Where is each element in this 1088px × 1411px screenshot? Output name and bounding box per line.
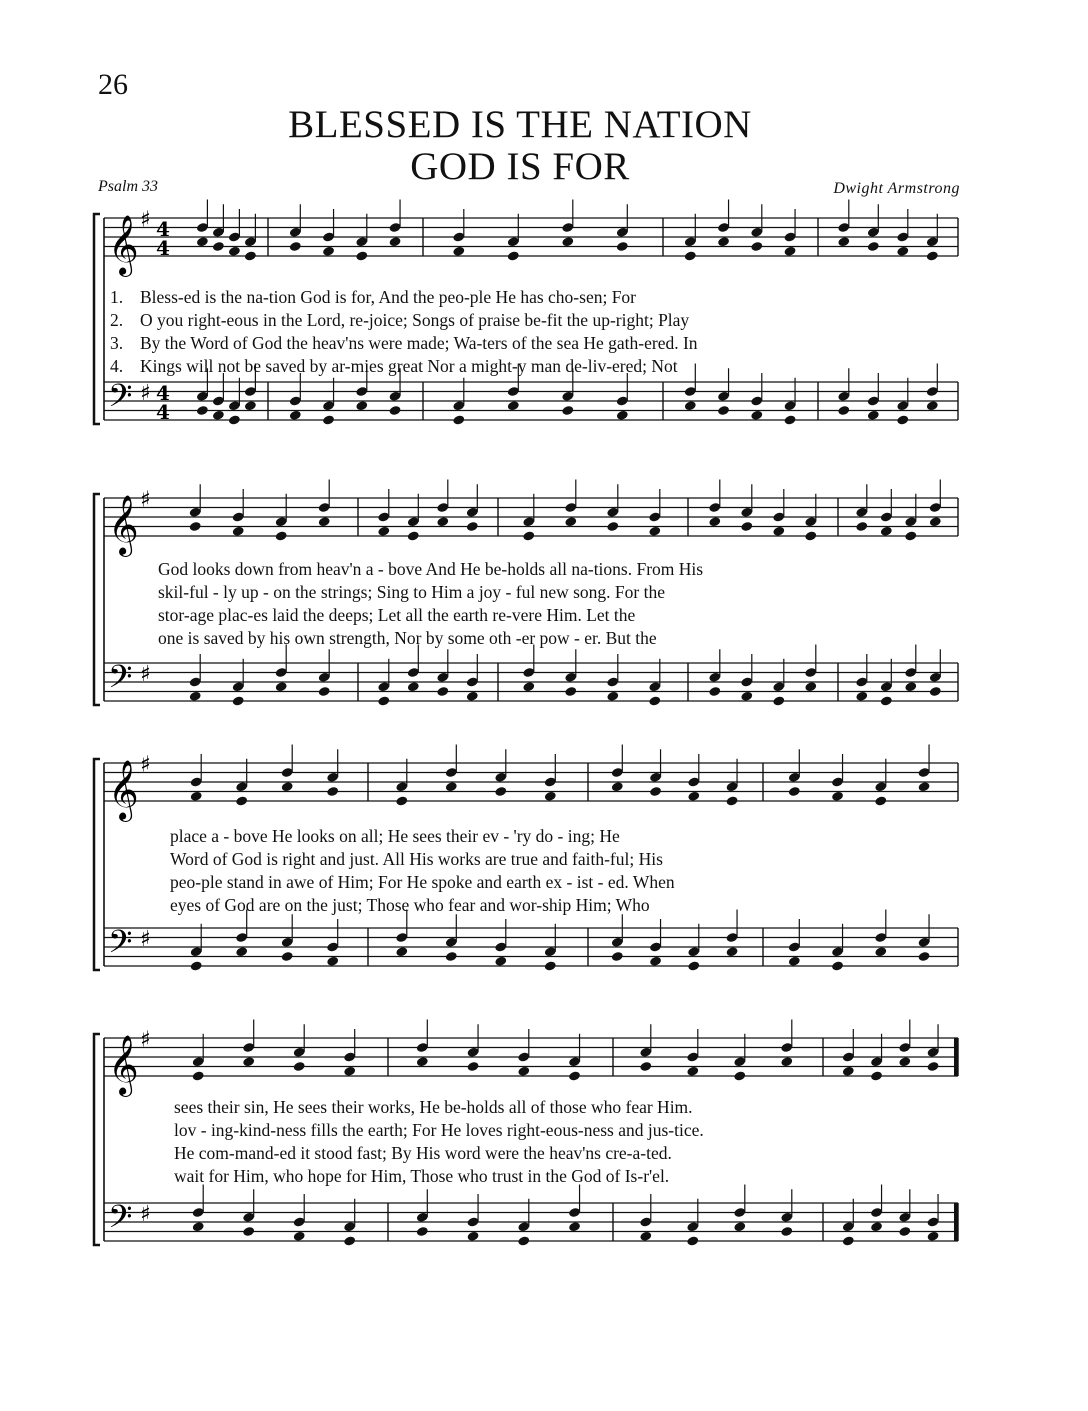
bass-clef: 𝄢 xyxy=(108,377,133,422)
note-head xyxy=(606,691,619,702)
key-signature: ♯ xyxy=(140,207,151,233)
music-system-3 xyxy=(88,745,968,1005)
note-head xyxy=(212,241,225,252)
note-head xyxy=(611,951,624,962)
note-head xyxy=(780,1056,793,1067)
note-head xyxy=(837,236,850,247)
composer-credit: Dwight Armstrong xyxy=(833,180,960,197)
note-head xyxy=(898,1056,911,1067)
system-bracket xyxy=(94,759,100,970)
scripture-source: Psalm 33 xyxy=(98,178,158,195)
note-head xyxy=(874,946,887,957)
note-head xyxy=(717,236,730,247)
title-line-2: GOD IS FOR xyxy=(410,145,630,188)
note-head xyxy=(717,405,730,416)
note-head xyxy=(407,530,420,541)
note-head xyxy=(445,951,458,962)
treble-clef: 𝄞 xyxy=(108,215,139,275)
verse-number: 1. xyxy=(110,287,124,307)
note-head xyxy=(322,246,335,257)
note-head xyxy=(318,516,331,527)
note-head xyxy=(648,526,661,537)
note-head xyxy=(880,526,893,537)
note-head xyxy=(561,236,574,247)
note-head xyxy=(918,951,931,962)
note-head xyxy=(788,786,801,797)
note-head xyxy=(926,250,939,261)
note-head xyxy=(507,400,520,411)
note-head xyxy=(686,1066,699,1077)
system-bracket xyxy=(94,1034,100,1245)
note-head xyxy=(395,946,408,957)
note-head xyxy=(639,1231,652,1242)
note-head xyxy=(606,521,619,532)
note-head xyxy=(564,516,577,527)
note-head xyxy=(232,526,245,537)
note-head xyxy=(686,1235,699,1246)
key-signature: ♯ xyxy=(140,752,151,778)
key-signature: ♯ xyxy=(140,927,151,953)
note-head xyxy=(436,516,449,527)
note-head xyxy=(436,686,449,697)
note-head xyxy=(855,691,868,702)
note-head xyxy=(804,530,817,541)
verse-number: 3. xyxy=(110,333,124,353)
note-head xyxy=(355,400,368,411)
lyric-line: place a - bove He looks on all; He sees their ev - 'ry do - ing; He xyxy=(170,826,620,846)
key-signature: ♯ xyxy=(140,1202,151,1228)
note-head xyxy=(242,1056,255,1067)
note-head xyxy=(867,410,880,421)
music-system-2 xyxy=(88,480,968,740)
note-head xyxy=(926,400,939,411)
note-head xyxy=(687,960,700,971)
note-head xyxy=(343,1066,356,1077)
lyric-line: skil-ful - ly up - on the strings; Sing to Him a joy - ful new song. For the xyxy=(158,582,665,602)
note-head xyxy=(896,414,909,425)
note-head xyxy=(870,1221,883,1232)
system-bracket xyxy=(94,494,100,705)
note-head xyxy=(898,1226,911,1237)
lyric-line: sees their sin, He sees their works, He be-holds all of those who fear Him. xyxy=(174,1097,693,1117)
note-head xyxy=(275,681,288,692)
note-head xyxy=(929,516,942,527)
note-head xyxy=(684,400,697,411)
note-head xyxy=(750,410,763,421)
note-head xyxy=(544,791,557,802)
note-head xyxy=(788,956,801,967)
note-head xyxy=(517,1235,530,1246)
note-head xyxy=(189,691,202,702)
note-head xyxy=(281,781,294,792)
note-head xyxy=(275,530,288,541)
note-head xyxy=(564,686,577,697)
final-bar xyxy=(954,1038,958,1076)
note-head xyxy=(289,410,302,421)
note-head xyxy=(445,781,458,792)
note-head xyxy=(904,681,917,692)
note-head xyxy=(880,695,893,706)
key-signature: ♯ xyxy=(140,381,151,407)
page-number: 26 xyxy=(98,68,128,101)
note-head xyxy=(228,414,241,425)
note-head xyxy=(842,1235,855,1246)
note-head xyxy=(870,1070,883,1081)
note-head xyxy=(918,781,931,792)
note-head xyxy=(466,521,479,532)
note-head xyxy=(842,1066,855,1077)
lyric-line: God looks down from heav'n a - bove And He be-holds all na-tions. From His xyxy=(158,559,704,579)
note-head xyxy=(407,681,420,692)
note-head xyxy=(726,795,739,806)
note-head xyxy=(232,695,245,706)
note-head xyxy=(192,1221,205,1232)
note-head xyxy=(244,250,257,261)
note-head xyxy=(733,1070,746,1081)
note-head xyxy=(784,246,797,257)
note-head xyxy=(522,681,535,692)
lyric-line: 3. By the Word of God the heav'ns were made; Wa-ters of the sea He gath-ered. In xyxy=(110,333,698,353)
note-head xyxy=(507,250,520,261)
note-head xyxy=(190,791,203,802)
music-system-1 xyxy=(88,200,968,460)
note-head xyxy=(416,1056,429,1067)
key-signature: ♯ xyxy=(140,1027,151,1053)
key-signature: ♯ xyxy=(140,487,151,513)
note-head xyxy=(228,246,241,257)
treble-clef: 𝄞 xyxy=(108,495,139,555)
lyric-line: He com-mand-ed it stood fast; By His word were the heav'ns cre-a-ted. xyxy=(174,1143,672,1163)
music-system-4 xyxy=(88,1020,968,1280)
note-head xyxy=(855,521,868,532)
note-head xyxy=(377,695,390,706)
note-head xyxy=(684,250,697,261)
note-head xyxy=(804,681,817,692)
time-signature-top: 4 xyxy=(156,217,170,242)
note-head xyxy=(196,405,209,416)
note-head xyxy=(837,405,850,416)
note-head xyxy=(568,1221,581,1232)
note-head xyxy=(611,781,624,792)
note-head xyxy=(281,951,294,962)
lyric-line: 4. Kings will not be saved by ar-mies great Nor a might-y man de-liv-ered; Not xyxy=(110,356,678,376)
lyric-line: peo-ple stand in awe of Him; For He spoke and earth ex - ist - ed. When xyxy=(170,872,675,892)
note-head xyxy=(326,786,339,797)
note-head xyxy=(927,1061,940,1072)
note-head xyxy=(874,795,887,806)
system-bracket xyxy=(94,214,100,424)
bass-clef: 𝄢 xyxy=(108,1198,133,1243)
note-head xyxy=(189,521,202,532)
note-head xyxy=(648,695,661,706)
note-head xyxy=(467,1061,480,1072)
note-head xyxy=(726,946,739,957)
note-head xyxy=(416,1226,429,1237)
note-head xyxy=(867,241,880,252)
treble-clef: 𝄞 xyxy=(108,1035,139,1095)
note-head xyxy=(929,686,942,697)
note-head xyxy=(544,960,557,971)
note-head xyxy=(293,1231,306,1242)
note-head xyxy=(896,246,909,257)
note-head xyxy=(389,405,402,416)
note-head xyxy=(740,521,753,532)
note-head xyxy=(293,1061,306,1072)
note-head xyxy=(322,414,335,425)
note-head xyxy=(242,1226,255,1237)
note-head xyxy=(494,956,507,967)
note-head xyxy=(522,530,535,541)
note-head xyxy=(687,791,700,802)
note-head xyxy=(772,526,785,537)
hymn-title xyxy=(270,104,770,188)
note-head xyxy=(927,1231,940,1242)
lyric-line: 2. O you right-eous in the Lord, re-joice; Songs of praise be-fit the up-right; Play xyxy=(110,310,690,330)
note-head xyxy=(452,414,465,425)
lyric-line: eyes of God are on the just; Those who fear and wor-ship Him; Who xyxy=(170,895,650,915)
note-head xyxy=(517,1066,530,1077)
note-head xyxy=(831,791,844,802)
note-head xyxy=(831,960,844,971)
time-signature-top: 4 xyxy=(156,381,170,406)
lyric-line: Word of God is right and just. All His works are true and faith-ful; His xyxy=(170,849,663,869)
lyrics-block-1 xyxy=(110,286,698,378)
lyric-line: wait for Him, who hope for Him, Those who trust in the God of Is-r'el. xyxy=(174,1166,670,1186)
title-line-1: BLESSED IS THE NATION xyxy=(288,103,752,146)
note-head xyxy=(192,1070,205,1081)
note-head xyxy=(784,414,797,425)
verse-number: 2. xyxy=(110,310,124,330)
note-head xyxy=(212,410,225,421)
lyric-line: stor-age plac-es laid the deeps; Let all the earth re-vere Him. Let the xyxy=(158,605,636,625)
time-signature-bottom: 4 xyxy=(156,400,170,425)
note-head xyxy=(343,1235,356,1246)
note-head xyxy=(377,526,390,537)
lyric-line: one is saved by his own strength, Nor by some oth -er pow - er. But the xyxy=(158,628,657,648)
note-head xyxy=(395,795,408,806)
note-head xyxy=(616,410,629,421)
note-head xyxy=(649,956,662,967)
time-signature-bottom: 4 xyxy=(156,236,170,261)
note-head xyxy=(904,530,917,541)
note-head xyxy=(466,691,479,702)
note-head xyxy=(750,241,763,252)
note-head xyxy=(355,250,368,261)
treble-clef: 𝄞 xyxy=(108,760,139,820)
lyrics-block-2 xyxy=(158,558,703,650)
note-head xyxy=(318,686,331,697)
note-head xyxy=(235,946,248,957)
note-head xyxy=(289,241,302,252)
note-head xyxy=(467,1231,480,1242)
note-head xyxy=(780,1226,793,1237)
note-head xyxy=(494,786,507,797)
note-head xyxy=(772,695,785,706)
note-head xyxy=(639,1061,652,1072)
lyrics-block-4 xyxy=(174,1096,704,1188)
lyric-line: lov - ing-kind-ness fills the earth; For He loves right-eous-ness and jus-tice. xyxy=(174,1120,704,1140)
verse-number: 4. xyxy=(110,356,124,376)
note-head xyxy=(708,516,721,527)
bass-clef: 𝄢 xyxy=(108,658,133,703)
lyrics-block-3 xyxy=(170,825,675,917)
bass-clef: 𝄢 xyxy=(108,923,133,968)
note-head xyxy=(452,246,465,257)
key-signature: ♯ xyxy=(140,662,151,688)
note-head xyxy=(740,691,753,702)
note-head xyxy=(389,236,402,247)
note-head xyxy=(235,795,248,806)
note-head xyxy=(616,241,629,252)
note-head xyxy=(190,960,203,971)
note-head xyxy=(733,1221,746,1232)
lyric-line: 1. Bless-ed is the na-tion God is for, And the peo-ple He has cho-sen; For xyxy=(110,287,637,307)
note-head xyxy=(561,405,574,416)
note-head xyxy=(326,956,339,967)
note-head xyxy=(244,400,257,411)
final-bar xyxy=(954,1203,958,1241)
note-head xyxy=(196,236,209,247)
note-head xyxy=(708,686,721,697)
note-head xyxy=(649,786,662,797)
note-head xyxy=(568,1070,581,1081)
